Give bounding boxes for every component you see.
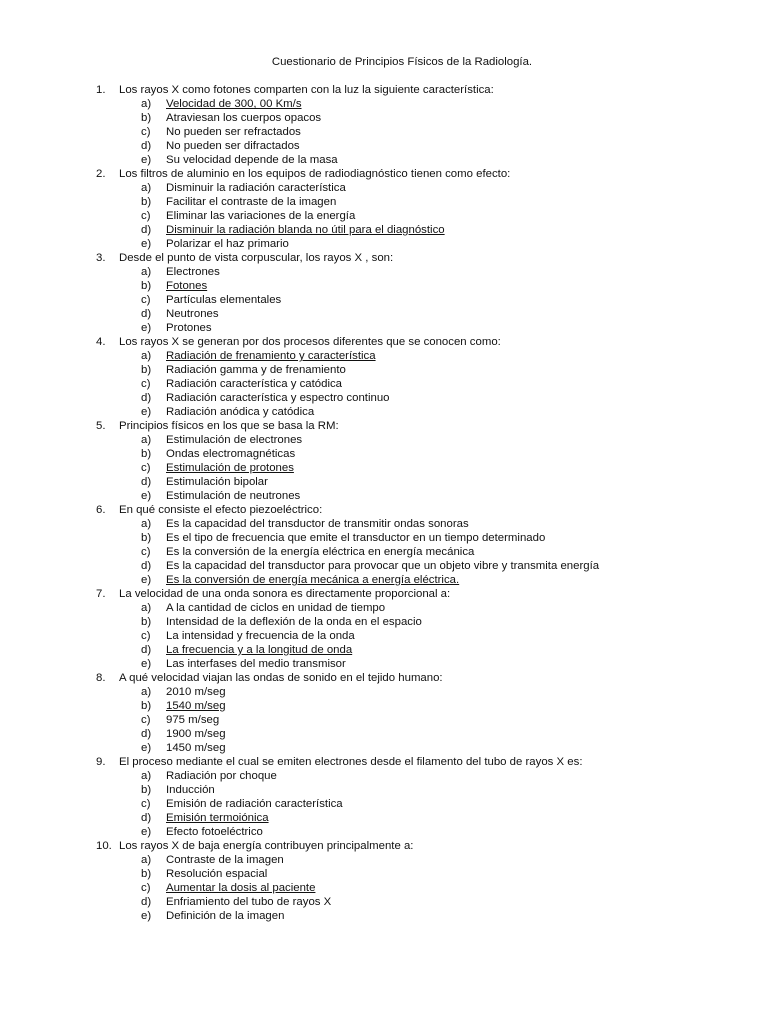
option-letter: a) xyxy=(141,770,152,782)
answer-option xyxy=(96,209,756,223)
option-text-underlined: Radiación de frenamiento y característica xyxy=(166,350,376,362)
answer-option xyxy=(96,559,756,573)
option-text: Radiación anódica y catódica xyxy=(166,406,315,418)
option-text: Neutrones xyxy=(166,308,219,320)
option-text: Es la capacidad del transductor para provocar que un objeto vibre y transmita energía xyxy=(166,560,600,572)
answer-option xyxy=(96,279,756,293)
answer-option xyxy=(96,657,756,671)
answer-option xyxy=(96,601,756,615)
option-letter: c) xyxy=(141,714,151,726)
option-letter: e) xyxy=(141,490,152,502)
option-letter: b) xyxy=(141,364,152,376)
option-letter: c) xyxy=(141,546,151,558)
question-item xyxy=(96,83,756,167)
option-letter: b) xyxy=(141,784,152,796)
option-text: 1900 m/seg xyxy=(166,728,226,740)
question-number: 2. xyxy=(96,168,106,180)
option-letter: c) xyxy=(141,798,151,810)
answer-option xyxy=(96,293,756,307)
question-text: Los rayos X se generan por dos procesos diferentes que se conocen como: xyxy=(119,336,501,348)
question-line xyxy=(96,83,756,97)
option-text: Efecto fotoeléctrico xyxy=(166,826,263,838)
answer-option xyxy=(96,727,756,741)
answer-option xyxy=(96,811,756,825)
option-text: 975 m/seg xyxy=(166,714,220,726)
option-letter: e) xyxy=(141,742,152,754)
option-text: Atraviesan los cuerpos opacos xyxy=(166,112,322,124)
option-letter: e) xyxy=(141,154,152,166)
answer-option xyxy=(96,153,756,167)
answer-option xyxy=(96,475,756,489)
option-letter: c) xyxy=(141,294,151,306)
question-number: 6. xyxy=(96,504,106,516)
option-text: Electrones xyxy=(166,266,220,278)
option-letter: b) xyxy=(141,868,152,880)
answer-option xyxy=(96,391,756,405)
option-letter: d) xyxy=(141,896,152,908)
question-number: 1. xyxy=(96,84,106,96)
option-text: No pueden ser difractados xyxy=(166,140,300,152)
option-text-underlined: Disminuir la radiación blanda no útil para el diagnóstico xyxy=(166,224,445,236)
answer-option xyxy=(96,489,756,503)
answer-option xyxy=(96,699,756,713)
answer-option xyxy=(96,349,756,363)
option-text: Polarizar el haz primario xyxy=(166,238,289,250)
answer-option xyxy=(96,377,756,391)
option-text: Es la conversión de la energía eléctrica en energía mecánica xyxy=(166,546,475,558)
question-text: La velocidad de una onda sonora es directamente proporcional a: xyxy=(119,588,451,600)
option-text: Estimulación de neutrones xyxy=(166,490,301,502)
question-item xyxy=(96,503,756,587)
option-text: La intensidad y frecuencia de la onda xyxy=(166,630,355,642)
option-letter: e) xyxy=(141,238,152,250)
option-text: Emisión de radiación característica xyxy=(166,798,343,810)
option-letter: d) xyxy=(141,560,152,572)
option-text: Radiación gamma y de frenamiento xyxy=(166,364,346,376)
question-line xyxy=(96,167,756,181)
question-number: 9. xyxy=(96,756,106,768)
question-line xyxy=(96,587,756,601)
answer-option xyxy=(96,881,756,895)
option-text-underlined: La frecuencia y a la longitud de onda xyxy=(166,644,353,656)
question-number: 8. xyxy=(96,672,106,684)
answer-option xyxy=(96,895,756,909)
question-line xyxy=(96,671,756,685)
answer-option xyxy=(96,181,756,195)
option-letter: b) xyxy=(141,196,152,208)
answer-option xyxy=(96,867,756,881)
answer-option xyxy=(96,237,756,251)
option-text: Enfriamiento del tubo de rayos X xyxy=(166,896,332,908)
option-text: Partículas elementales xyxy=(166,294,282,306)
answer-option xyxy=(96,573,756,587)
question-text: A qué velocidad viajan las ondas de sonido en el tejido humano: xyxy=(119,672,443,684)
option-text: Disminuir la radiación característica xyxy=(166,182,346,194)
option-letter: a) xyxy=(141,434,152,446)
option-letter: a) xyxy=(141,350,152,362)
question-number: 10. xyxy=(96,840,112,852)
answer-option xyxy=(96,853,756,867)
option-letter: d) xyxy=(141,812,152,824)
answer-option xyxy=(96,643,756,657)
question-item xyxy=(96,587,756,671)
answer-option xyxy=(96,531,756,545)
option-letter: e) xyxy=(141,322,152,334)
question-list xyxy=(96,83,756,923)
option-text: Su velocidad depende de la masa xyxy=(166,154,338,166)
question-text: Los rayos X como fotones comparten con la luz la siguiente característica: xyxy=(119,84,494,96)
answer-option xyxy=(96,461,756,475)
option-letter: e) xyxy=(141,406,152,418)
answer-option xyxy=(96,783,756,797)
option-letter: b) xyxy=(141,280,152,292)
question-item xyxy=(96,839,756,923)
answer-option xyxy=(96,615,756,629)
option-text-underlined: Emisión termoiónica xyxy=(166,812,269,824)
option-text: Estimulación bipolar xyxy=(166,476,268,488)
option-text: 2010 m/seg xyxy=(166,686,226,698)
option-text: Inducción xyxy=(166,784,215,796)
question-line xyxy=(96,335,756,349)
question-line xyxy=(96,839,756,853)
answer-option xyxy=(96,447,756,461)
document-title: Cuestionario de Principios Físicos de la Radiología. xyxy=(271,56,533,68)
question-text: En qué consiste el efecto piezoeléctrico: xyxy=(119,504,323,516)
answer-option xyxy=(96,321,756,335)
option-letter: b) xyxy=(141,700,152,712)
option-letter: c) xyxy=(141,462,151,474)
option-letter: d) xyxy=(141,308,152,320)
option-text: 1450 m/seg xyxy=(166,742,226,754)
question-item xyxy=(96,251,756,335)
option-letter: a) xyxy=(141,182,152,194)
option-letter: c) xyxy=(141,378,151,390)
option-letter: e) xyxy=(141,910,152,922)
option-letter: b) xyxy=(141,532,152,544)
question-text: Desde el punto de vista corpuscular, los rayos X , son: xyxy=(119,252,394,264)
answer-option xyxy=(96,713,756,727)
answer-option xyxy=(96,111,756,125)
answer-option xyxy=(96,265,756,279)
question-text: Los rayos X de baja energía contribuyen principalmente a: xyxy=(119,840,414,852)
answer-option xyxy=(96,629,756,643)
option-text-underlined: Estimulación de protones xyxy=(166,462,294,474)
option-letter: d) xyxy=(141,644,152,656)
option-text: Ondas electromagnéticas xyxy=(166,448,296,460)
answer-option xyxy=(96,307,756,321)
answer-option xyxy=(96,405,756,419)
option-letter: e) xyxy=(141,574,152,586)
option-text-underlined: Aumentar la dosis al paciente xyxy=(166,882,316,894)
question-item xyxy=(96,671,756,755)
option-text: Contraste de la imagen xyxy=(166,854,284,866)
question-item xyxy=(96,419,756,503)
question-text: Principios físicos en los que se basa la RM: xyxy=(119,420,339,432)
option-letter: d) xyxy=(141,140,152,152)
option-text: Estimulación de electrones xyxy=(166,434,303,446)
option-text: Radiación por choque xyxy=(166,770,277,782)
option-text: Las interfases del medio transmisor xyxy=(166,658,346,670)
option-text: Radiación característica y catódica xyxy=(166,378,343,390)
answer-option xyxy=(96,797,756,811)
option-letter: c) xyxy=(141,882,151,894)
answer-option xyxy=(96,741,756,755)
question-line xyxy=(96,503,756,517)
question-item xyxy=(96,335,756,419)
option-letter: c) xyxy=(141,126,151,138)
answer-option xyxy=(96,195,756,209)
answer-option xyxy=(96,909,756,923)
option-text-underlined: Es la conversión de energía mecánica a energía eléctrica. xyxy=(166,574,460,586)
answer-option xyxy=(96,825,756,839)
answer-option xyxy=(96,223,756,237)
option-letter: c) xyxy=(141,630,151,642)
option-text: Protones xyxy=(166,322,212,334)
option-letter: c) xyxy=(141,210,151,222)
option-text: Intensidad de la deflexión de la onda en el espacio xyxy=(166,616,422,628)
answer-option xyxy=(96,363,756,377)
answer-option xyxy=(96,97,756,111)
option-text-underlined: Velocidad de 300, 00 Km/s xyxy=(166,98,302,110)
option-text: No pueden ser refractados xyxy=(166,126,301,138)
option-text: Eliminar las variaciones de la energía xyxy=(166,210,356,222)
option-letter: d) xyxy=(141,728,152,740)
question-number: 3. xyxy=(96,252,106,264)
option-text: A la cantidad de ciclos en unidad de tiempo xyxy=(166,602,386,614)
question-line xyxy=(96,251,756,265)
option-letter: e) xyxy=(141,658,152,670)
option-letter: a) xyxy=(141,266,152,278)
answer-option xyxy=(96,517,756,531)
answer-option xyxy=(96,545,756,559)
option-text: Definición de la imagen xyxy=(166,910,285,922)
option-letter: a) xyxy=(141,686,152,698)
answer-option xyxy=(96,685,756,699)
answer-option xyxy=(96,125,756,139)
question-item xyxy=(96,167,756,251)
option-letter: d) xyxy=(141,392,152,404)
option-letter: a) xyxy=(141,518,152,530)
option-letter: a) xyxy=(141,854,152,866)
question-item xyxy=(96,755,756,839)
question-text: Los filtros de aluminio en los equipos de radiodiagnóstico tienen como efecto: xyxy=(119,168,511,180)
option-text-underlined: 1540 m/seg xyxy=(166,700,226,712)
option-letter: b) xyxy=(141,112,152,124)
option-text: Radiación característica y espectro continuo xyxy=(166,392,390,404)
question-number: 5. xyxy=(96,420,106,432)
option-letter: a) xyxy=(141,98,152,110)
option-letter: b) xyxy=(141,616,152,628)
answer-option xyxy=(96,139,756,153)
question-line xyxy=(96,755,756,769)
option-text: Facilitar el contraste de la imagen xyxy=(166,196,337,208)
option-text: Es la capacidad del transductor de transmitir ondas sonoras xyxy=(166,518,469,530)
option-letter: b) xyxy=(141,448,152,460)
option-text: Es el tipo de frecuencia que emite el transductor en un tiempo determinado xyxy=(166,532,546,544)
option-text-underlined: Fotones xyxy=(166,280,208,292)
option-letter: d) xyxy=(141,476,152,488)
option-letter: d) xyxy=(141,224,152,236)
answer-option xyxy=(96,769,756,783)
option-letter: e) xyxy=(141,826,152,838)
question-number: 7. xyxy=(96,588,106,600)
question-number: 4. xyxy=(96,336,106,348)
option-letter: a) xyxy=(141,602,152,614)
option-text: Resolución espacial xyxy=(166,868,268,880)
question-text: El proceso mediante el cual se emiten electrones desde el filamento del tubo de rayos X es: xyxy=(119,756,583,768)
question-line xyxy=(96,419,756,433)
answer-option xyxy=(96,433,756,447)
